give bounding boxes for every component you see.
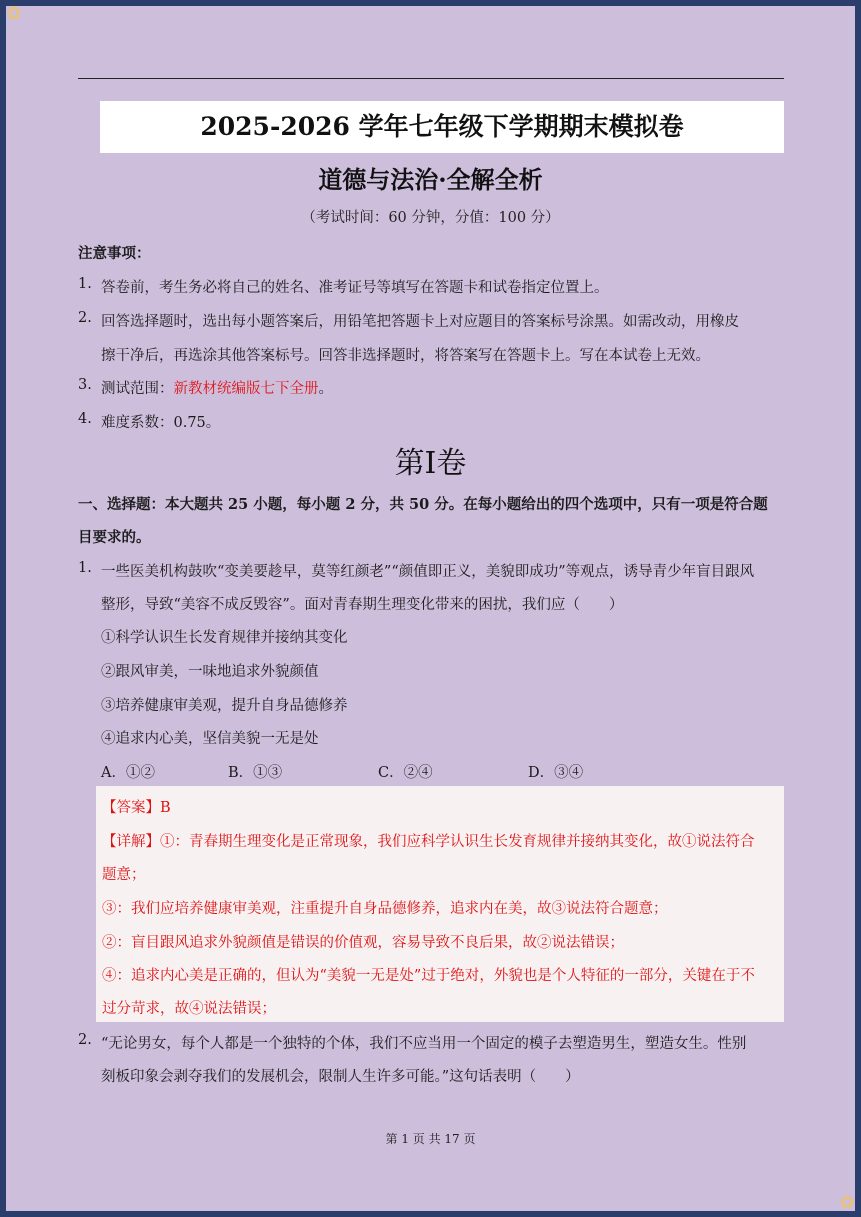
option-a: A．①② bbox=[101, 765, 155, 781]
corner-ornament-icon: ✿ bbox=[6, 6, 22, 24]
answer-label: 【答案】B bbox=[102, 800, 171, 816]
notice-item-suffix: 。 bbox=[318, 381, 333, 397]
notice-item-text: 难度系数：0.75。 bbox=[101, 415, 221, 431]
question-statement: ④追求内心美，坚信美貌一无是处 bbox=[101, 731, 319, 747]
header-rule bbox=[78, 78, 784, 79]
notice-item-number: 1. bbox=[78, 276, 92, 292]
explanation-line: ②：盲目跟风追求外貌颜值是错误的价值观，容易导致不良后果，故②说法错误； bbox=[102, 935, 624, 951]
notice-item-text: 回答选择题时，选出每小题答案后，用铅笔把答题卡上对应题目的答案标号涂黑。如需改动，用橡皮 bbox=[101, 314, 739, 330]
explanation-line: 【详解】①：青春期生理变化是正常现象，我们应科学认识生长发育规律并接纳其变化，故①说法符合 bbox=[102, 834, 755, 850]
corner-ornament-icon: ✿ bbox=[839, 1192, 855, 1211]
answer-box bbox=[96, 786, 784, 1022]
question-statement: ③培养健康审美观，提升自身品德修养 bbox=[101, 698, 348, 714]
explanation-line: ③：我们应培养健康审美观，注重提升自身品德修养，追求内在美，故③说法符合题意； bbox=[102, 901, 668, 917]
exam-info: （考试时间：60 分钟，分值：100 分） bbox=[301, 210, 560, 226]
option-c: C．②④ bbox=[378, 765, 433, 781]
question-statement: ②跟风审美，一味地追求外貌颜值 bbox=[101, 664, 319, 680]
explanation-line: ④：追求内心美是正确的，但认为“美貌一无是处”过于绝对，外貌也是个人特征的一部分，关键在于不 bbox=[102, 968, 755, 984]
document-page bbox=[6, 6, 855, 1211]
notice-item-number: 3. bbox=[78, 377, 92, 393]
exam-subtitle: 道德与法治·全解全析 bbox=[318, 165, 543, 194]
question-stem: 整形，导致“美容不成反毁容”。面对青春期生理变化带来的困扰，我们应（ ） bbox=[101, 597, 624, 613]
notice-item-text bbox=[101, 377, 333, 398]
question-statement: ①科学认识生长发育规律并接纳其变化 bbox=[101, 630, 348, 646]
test-scope-highlight: 新教材统编版七下全册 bbox=[173, 381, 319, 397]
notice-item-text: 擦干净后，再选涂其他答案标号。回答非选择题时，将答案写在答题卡上。写在本试卷上无效。 bbox=[101, 348, 710, 364]
section-heading: 一、选择题：本大题共 25 小题，每小题 2 分，共 50 分。在每小题给出的四个选项中，只有一项是符合题 bbox=[78, 496, 768, 513]
page-footer: 第 1 页 共 17 页 bbox=[385, 1132, 476, 1146]
notice-title: 注意事项： bbox=[78, 245, 151, 262]
section-heading: 目要求的。 bbox=[78, 529, 151, 546]
question-number: 1. bbox=[78, 560, 92, 576]
notice-item-number: 2. bbox=[78, 310, 92, 326]
question-number: 2. bbox=[78, 1032, 92, 1048]
notice-item-prefix: 测试范围： bbox=[101, 381, 174, 397]
exam-title: 2025-2026 学年七年级下学期期末模拟卷 bbox=[100, 101, 784, 153]
question-stem: 刻板印象会剥夺我们的发展机会，限制人生许多可能。”这句话表明（ ） bbox=[101, 1069, 580, 1085]
notice-item-text: 答卷前，考生务必将自己的姓名、准考证号等填写在答题卡和试卷指定位置上。 bbox=[101, 280, 609, 296]
notice-item-number: 4. bbox=[78, 411, 92, 427]
explanation-line: 题意； bbox=[102, 867, 146, 883]
option-d: D．③④ bbox=[528, 765, 584, 781]
question-stem: “无论男女，每个人都是一个独特的个体，我们不应当用一个固定的模子去塑造男生，塑造女生。性别 bbox=[101, 1036, 747, 1052]
volume-title: 第I卷 bbox=[394, 446, 467, 481]
explanation-line: 过分苛求，故④说法错误； bbox=[102, 1001, 276, 1017]
option-b: B．①③ bbox=[228, 765, 283, 781]
question-stem: 一些医美机构鼓吹“变美要趁早，莫等红颜老”“颜值即正义，美貌即成功”等观点，诱导青少年盲目跟风 bbox=[101, 564, 755, 580]
